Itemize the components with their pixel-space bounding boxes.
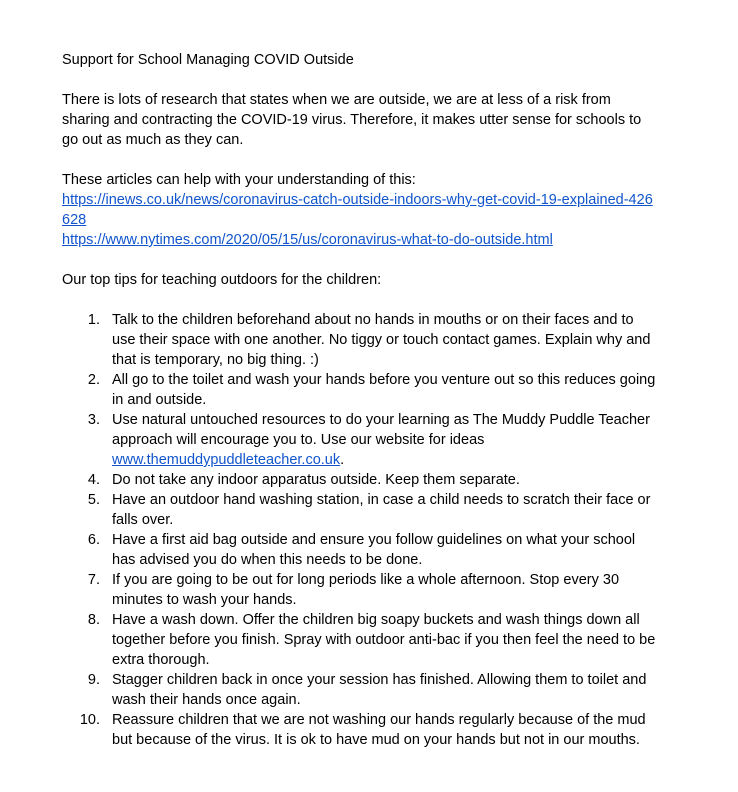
tips-lead-text: Our top tips for teaching outdoors for the children: <box>62 272 382 288</box>
list-item <box>62 410 660 470</box>
list-item <box>62 310 660 370</box>
tips-list <box>62 310 660 750</box>
list-item-text: Have a first aid bag outside and ensure you follow guidelines on what your school has advised you do when this needs to be done. <box>112 532 636 568</box>
muddy-puddle-teacher-link[interactable]: www.themuddypuddleteacher.co.uk <box>112 452 341 468</box>
list-item-text: Have a wash down. Offer the children big soapy buckets and wash things down all together before you finish. Spray with outdoor anti-bac if you then feel the need to be extra thorough. <box>112 612 656 668</box>
list-item-text: If you are going to be out for long periods like a whole afternoon. Stop every 30 minutes to wash your hands. <box>112 572 620 608</box>
list-item-text: Have an outdoor hand washing station, in case a child needs to scratch their face or falls over. <box>112 492 651 528</box>
list-item <box>62 490 660 530</box>
list-item <box>62 530 660 570</box>
list-item-text-after-link: . <box>340 452 345 468</box>
list-item-text: Reassure children that we are not washing our hands regularly because of the mud but because of the virus. It is ok to have mud on your hands but not in our mouths. <box>112 712 646 748</box>
document-body <box>62 50 660 750</box>
list-item-text: All go to the toilet and wash your hands before you venture out so this reduces going in and outside. <box>112 372 656 408</box>
spacer-after-links <box>62 250 660 270</box>
list-item <box>62 470 660 490</box>
list-item-text-before-link: Use natural untouched resources to do your learning as The Muddy Puddle Teacher approach will encourage you to. Use our website for ideas <box>112 412 650 448</box>
article-link-1[interactable]: https://inews.co.uk/news/coronavirus-catch-outside-indoors-why-get-covid-19-explained-426628 <box>62 192 653 228</box>
list-item <box>62 370 660 410</box>
list-item <box>62 710 660 750</box>
list-item <box>62 610 660 670</box>
document-title: Support for School Managing COVID Outside <box>62 52 354 68</box>
list-item <box>62 670 660 710</box>
article-link-2[interactable]: https://www.nytimes.com/2020/05/15/us/coronavirus-what-to-do-outside.html <box>62 232 553 248</box>
list-item-text: Do not take any indoor apparatus outside. Keep them separate. <box>112 472 520 488</box>
article-link-2-wrapper <box>62 230 660 250</box>
intro-paragraph: There is lots of research that states when we are outside, we are at less of a risk from sharing and contracting the COVID-19 virus. Therefore, it makes utter sense for schools to go out as much as they can. <box>62 92 642 148</box>
list-item-text: Talk to the children beforehand about no hands in mouths or on their faces and to use their space with one another. No tiggy or touch contact games. Explain why and that is temporary, no big thing. :) <box>112 312 651 368</box>
list-item-text: Stagger children back in once your session has finished. Allowing them to toilet and wash their hands once again. <box>112 672 647 708</box>
article-link-1-wrapper <box>62 190 660 230</box>
list-item <box>62 570 660 610</box>
spacer-before-list <box>62 290 660 310</box>
articles-lead-text: These articles can help with your understanding of this: <box>62 172 416 188</box>
spacer-after-title <box>62 70 660 90</box>
spacer-after-intro <box>62 150 660 170</box>
